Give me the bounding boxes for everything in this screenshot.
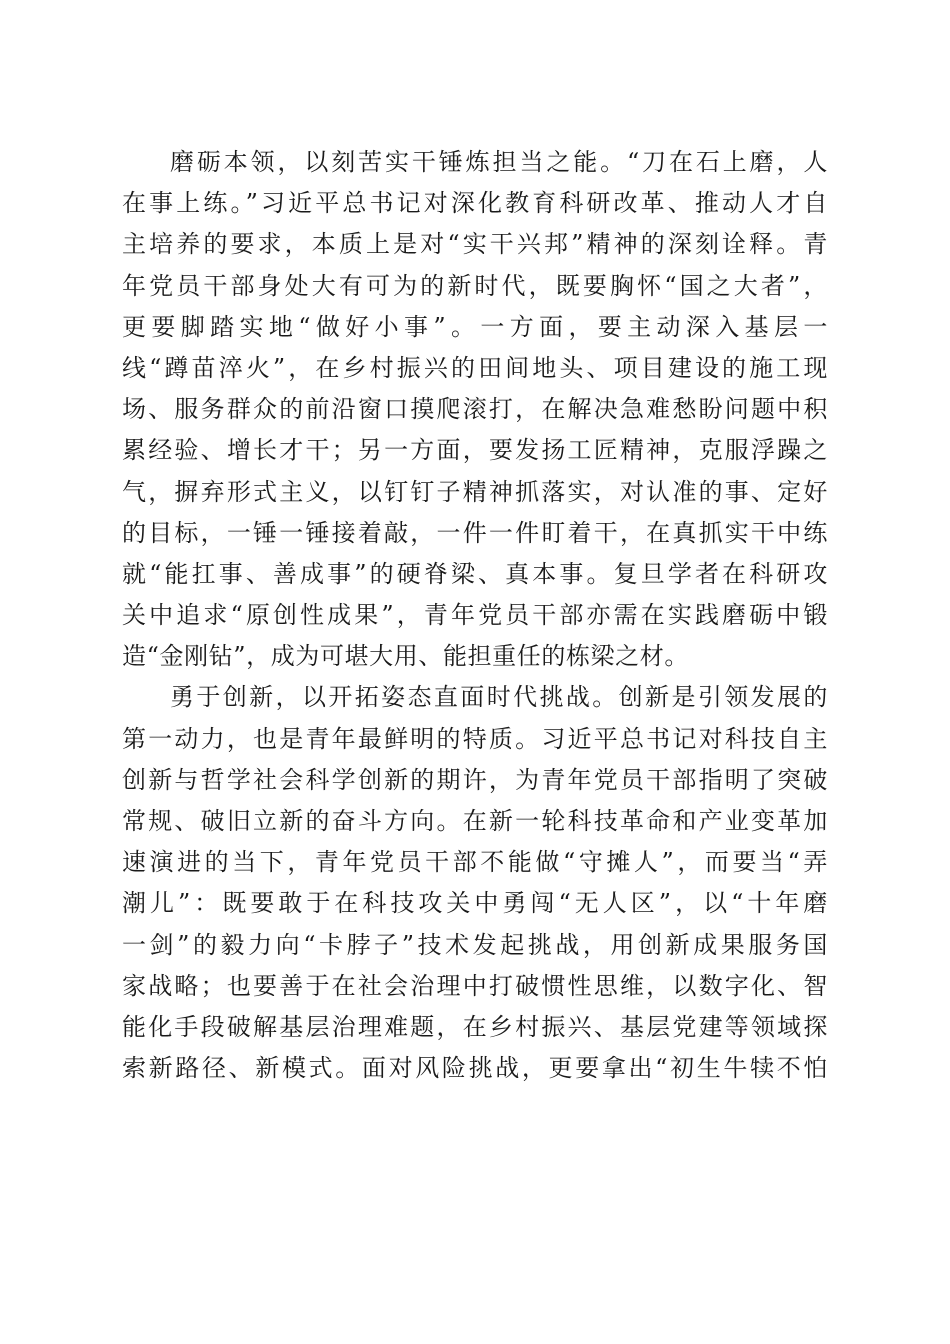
paragraph-2-line: 速演进的当下，青年党员干部不能做“守摊人”，而要当“弄 [122,848,828,877]
paragraph-2-line: 潮儿”：既要敢于在科技攻关中勇闯“无人区”，以“十年磨 [122,889,828,918]
paragraph-1-line: 主培养的要求，本质上是对“实干兴邦”精神的深刻诠释。青 [122,230,828,259]
paragraph-1-line: 造“金刚钻”，成为可堪大用、能担重任的栋梁之材。 [122,642,689,671]
paragraph-1-line: 气，摒弃形式主义，以钉钉子精神抓落实，对认准的事、定好 [122,477,828,506]
paragraph-1-line: 年党员干部身处大有可为的新时代，既要胸怀“国之大者”， [122,271,828,300]
paragraph-2-line: 勇于创新，以开拓姿态直面时代挑战。创新是引领发展的 [170,683,828,712]
paragraph-2-line: 能化手段破解基层治理难题，在乡村振兴、基层党建等领域探 [122,1012,828,1041]
paragraph-1-line: 线“蹲苗淬火”，在乡村振兴的田间地头、项目建设的施工现 [122,353,828,382]
paragraph-1-line: 就“能扛事、善成事”的硬脊梁、真本事。复旦学者在科研攻 [122,559,828,588]
paragraph-2-line: 第一动力，也是青年最鲜明的特质。习近平总书记对科技自主 [122,724,828,753]
paragraph-1-line: 在事上练。”习近平总书记对深化教育科研改革、推动人才自 [122,189,828,218]
paragraph-1-line: 更要脚踏实地“做好小事”。一方面，要主动深入基层一 [122,312,828,341]
paragraph-1-line: 磨砺本领，以刻苦实干锤炼担当之能。“刀在石上磨，人 [170,148,828,176]
paragraph-2-line: 一剑”的毅力向“卡脖子”技术发起挑战，用创新成果服务国 [122,930,828,959]
paragraph-1-line: 关中追求“原创性成果”，青年党员干部亦需在实践磨砺中锻 [122,601,828,630]
paragraph-2-line: 创新与哲学社会科学创新的期许，为青年党员干部指明了突破 [122,765,828,794]
paragraph-2-line: 常规、破旧立新的奋斗方向。在新一轮科技革命和产业变革加 [122,807,828,835]
paragraph-1-line: 累经验、增长才干；另一方面，要发扬工匠精神，克服浮躁之 [122,436,828,465]
paragraph-2-line: 索新路径、新模式。面对风险挑战，更要拿出“初生牛犊不怕 [122,1054,828,1083]
paragraph-2-line: 家战略；也要善于在社会治理中打破惯性思维，以数字化、智 [122,971,828,1000]
paragraph-1-line: 场、服务群众的前沿窗口摸爬滚打，在解决急难愁盼问题中积 [122,395,828,424]
body-text [122,142,828,1089]
paragraph-1-line: 的目标，一锤一锤接着敲，一件一件盯着干，在真抓实干中练 [122,518,828,547]
